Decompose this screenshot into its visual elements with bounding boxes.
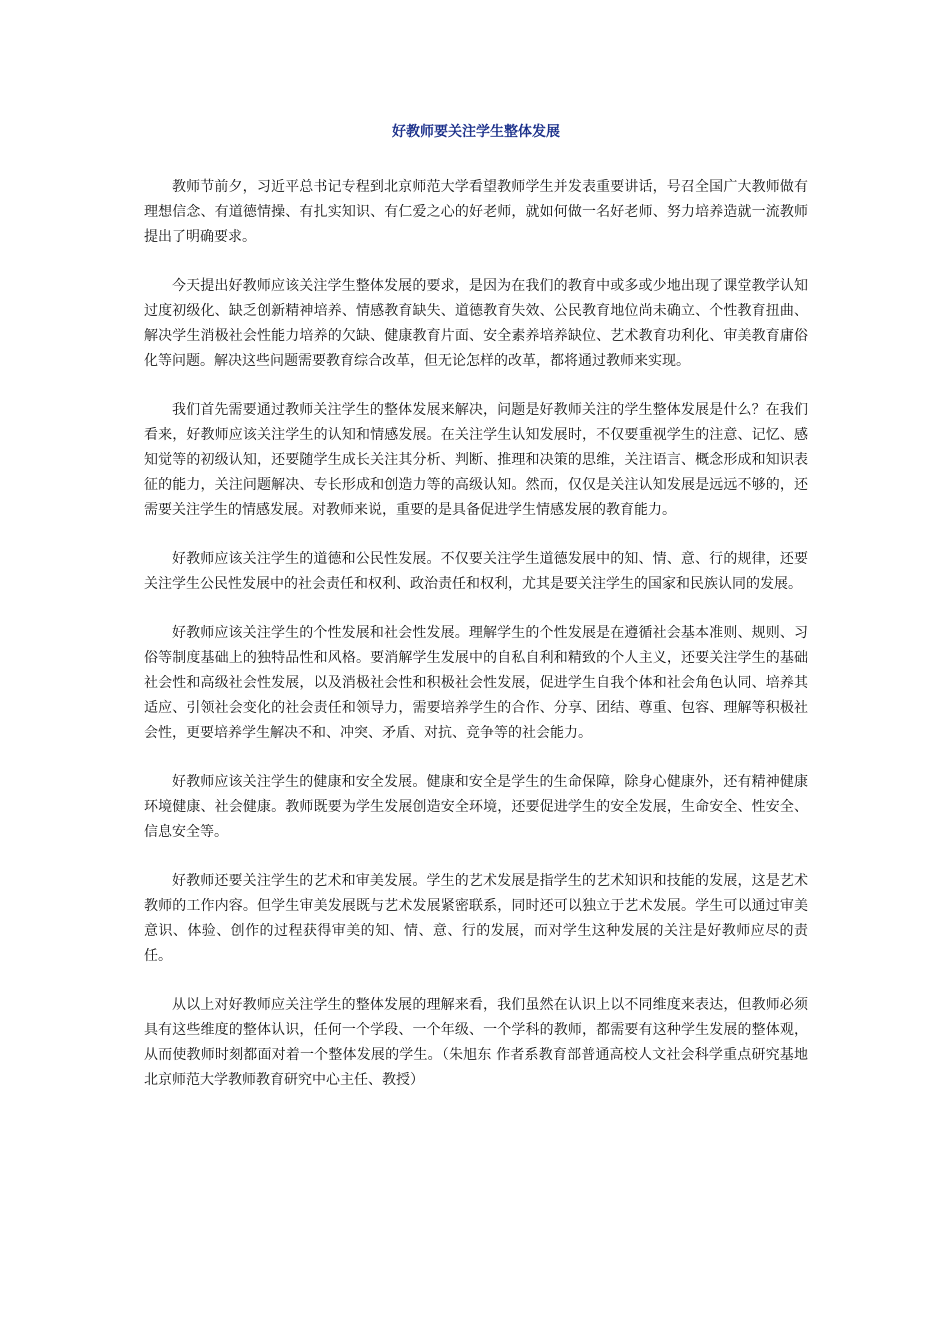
paragraph-1: 教师节前夕，习近平总书记专程到北京师范大学看望教师学生并发表重要讲话，号召全国广大教师做有理想信念、有道德情操、有扎实知识、有仁爱之心的好老师，就如何做一名好老师、努力培养造就一流教师提出了明确要求。 [144, 179, 808, 245]
paragraph-5: 好教师应该关注学生的个性发展和社会性发展。理解学生的个性发展是在遵循社会基本准则、规则、习俗等制度基础上的独特品性和风格。要消解学生发展中的自私自利和精致的个人主义，还要关注学生的基础社会性和高级社会性发展，以及消极社会性和积极社会性发展，促进学生自我个体和社会角色认同、培养其适应、引领社会变化的社会责任和领导力，需要培养学生的合作、分享、团结、尊重、包容、理解等积极社会性，更要培养学生解决不和、冲突、矛盾、对抗、竞争等的社会能力。 [144, 625, 808, 741]
paragraph-7: 好教师还要关注学生的艺术和审美发展。学生的艺术发展是指学生的艺术知识和技能的发展，这是艺术教师的工作内容。但学生审美发展既与艺术发展紧密联系，同时还可以独立于艺术发展。学生可以通过审美意识、体验、创作的过程获得审美的知、情、意、行的发展，而对学生这种发展的关注是好教师应尽的责任。 [144, 873, 808, 964]
paragraph-2: 今天提出好教师应该关注学生整体发展的要求，是因为在我们的教育中或多或少地出现了课堂教学认知过度初级化、缺乏创新精神培养、情感教育缺失、道德教育失效、公民教育地位尚未确立、个性教育扭曲、解决学生消极社会性能力培养的欠缺、健康教育片面、安全素养培养缺位、艺术教育功利化、审美教育庸俗化等问题。解决这些问题需要教育综合改革，但无论怎样的改革，都将通过教师来实现。 [144, 278, 808, 369]
document-page [144, 122, 808, 1117]
paragraph-3: 我们首先需要通过教师关注学生的整体发展来解决，问题是好教师关注的学生整体发展是什么？在我们看来，好教师应该关注学生的认知和情感发展。在关注学生认知发展时，不仅要重视学生的注意、记忆、感知觉等的初级认知，还要随学生成长关注其分析、判断、推理和决策的思维，关注语言、概念形成和知识表征的能力，关注问题解决、专长形成和创造力等的高级认知。然而，仅仅是关注认知发展是远远不够的，还需要关注学生的情感发展。对教师来说，重要的是具备促进学生情感发展的教育能力。 [144, 402, 808, 518]
paragraph-6: 好教师应该关注学生的健康和安全发展。健康和安全是学生的生命保障，除身心健康外，还有精神健康环境健康、社会健康。教师既要为学生发展创造安全环境，还要促进学生的安全发展，生命安全、性安全、信息安全等。 [144, 774, 808, 840]
document-title: 好教师要关注学生整体发展 [392, 124, 560, 140]
paragraph-4: 好教师应该关注学生的道德和公民性发展。不仅要关注学生道德发展中的知、情、意、行的规律，还要关注学生公民性发展中的社会责任和权利、政治责任和权利，尤其是要关注学生的国家和民族认同的发展。 [144, 551, 808, 592]
paragraph-8: 从以上对好教师应关注学生的整体发展的理解来看，我们虽然在认识上以不同维度来表达，但教师必须具有这些维度的整体认识，任何一个学段、一个年级、一个学科的教师，都需要有这种学生发展的整体观，从而使教师时刻都面对着一个整体发展的学生。（朱旭东 作者系教育部普通高校人文社会科学重点研究基地北京师范大学教师教育研究中心主任、教授） [144, 997, 808, 1088]
